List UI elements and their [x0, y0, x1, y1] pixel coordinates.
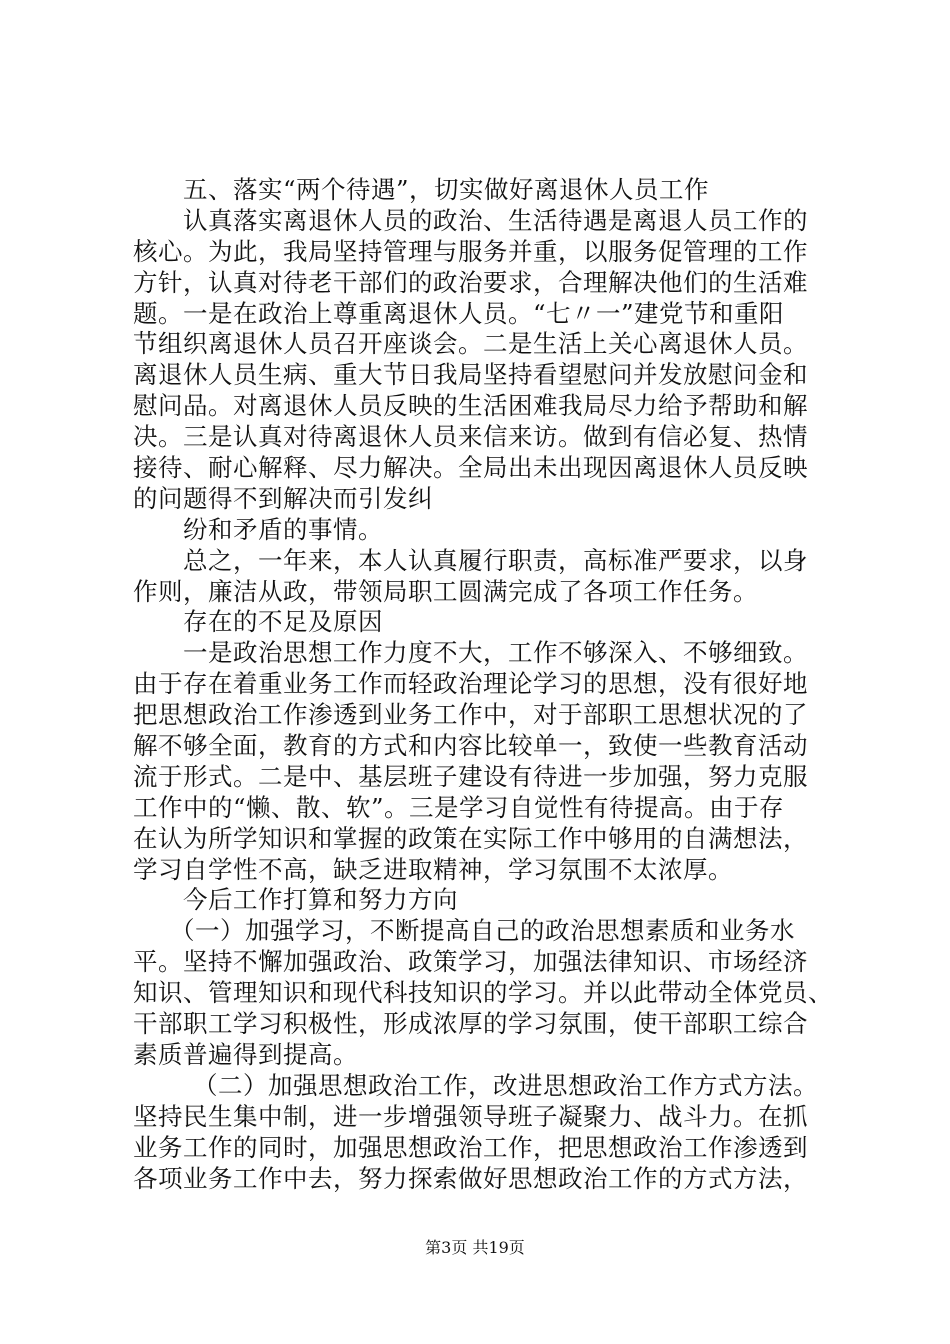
paragraph-line: 由于存在着重业务工作而轻政治理论学习的思想，没有很好地: [133, 669, 808, 699]
paragraph-line: 把思想政治工作渗透到业务工作中，对于部职工思想状况的了: [133, 700, 808, 730]
paragraph-line: 在认为所学知识和掌握的政策在实际工作中够用的自满想法，: [133, 823, 808, 853]
paragraph-line: 一是政治思想工作力度不大，工作不够深入、不够细致。: [183, 638, 808, 668]
paragraph-line: 学习自学性不高，缺乏进取精神，学习氛围不太浓厚。: [133, 854, 733, 884]
paragraph-line: 解不够全面，教育的方式和内容比较单一，致使一些教育活动: [133, 731, 808, 761]
paragraph-line: 方针，认真对待老干部们的政治要求，合理解决他们的生活难: [133, 267, 808, 297]
paragraph-line: 各项业务工作中去，努力探索做好思想政治工作的方式方法，: [133, 1163, 808, 1193]
paragraph-line: 素质普遍得到提高。: [133, 1039, 358, 1069]
section-heading: 存在的不足及原因: [183, 607, 383, 637]
paragraph-line: 的问题得不到解决而引发纠: [133, 483, 433, 513]
paragraph-line: 题。一是在政治上尊重离退休人员。“七〃一”建党节和重阳: [133, 298, 785, 328]
paragraph-line: 节组织离退休人员召开座谈会。二是生活上关心离退休人员。: [133, 329, 808, 359]
page-footer: [0, 1238, 950, 1258]
paragraph-line: 纷和矛盾的事情。: [183, 514, 383, 544]
paragraph-line: 流于形式。二是中、基层班子建设有待进一步加强，努力克服: [133, 761, 808, 791]
paragraph-line: 平。坚持不懈加强政治、政策学习，加强法律知识、市场经济: [133, 947, 808, 977]
document-body: [133, 175, 833, 1194]
paragraph-line: 慰问品。对离退休人员反映的生活困难我局尽力给予帮助和解: [133, 391, 808, 421]
paragraph-line: 总之，一年来，本人认真履行职责，高标准严要求，以身: [183, 545, 808, 575]
paragraph-line: 决。三是认真对待离退休人员来信来访。做到有信必复、热情: [133, 422, 808, 452]
page-number-label: 第3页 共19页: [425, 1238, 525, 1257]
paragraph-line: 核心。为此，我局坚持管理与服务并重，以服务促管理的工作: [133, 236, 808, 266]
section-heading: 今后工作打算和努力方向: [183, 885, 458, 915]
paragraph-line: 工作中的“懒、散、软”。三是学习自觉性有待提高。由于存: [133, 792, 785, 822]
paragraph-line: 业务工作的同时，加强思想政治工作，把思想政治工作渗透到: [133, 1132, 808, 1162]
paragraph-line: （一）加强学习，不断提高自己的政治思想素质和业务水: [170, 916, 795, 946]
paragraph-line: 认真落实离退休人员的政治、生活待遇是离退人员工作的: [183, 205, 808, 235]
paragraph-line: 干部职工学习积极性，形成浓厚的学习氛围，使干部职工综合: [133, 1009, 808, 1039]
paragraph-line: 离退休人员生病、重大节日我局坚持看望慰问并发放慰问金和: [133, 360, 808, 390]
paragraph-line: （二）加强思想政治工作，改进思想政治工作方式方法。: [193, 1070, 818, 1100]
paragraph-line: 接待、耐心解释、尽力解决。全局出未出现因离退休人员反映: [133, 453, 808, 483]
paragraph-line: 坚持民生集中制，进一步增强领导班子凝聚力、战斗力。在抓: [133, 1101, 808, 1131]
section-heading: 五、落实“两个待遇”，切实做好离退休人员工作: [183, 175, 710, 204]
paragraph-line: 作则，廉洁从政，带领局职工圆满完成了各项工作任务。: [133, 576, 758, 606]
paragraph-line: 知识、管理知识和现代科技知识的学习。并以此带动全体党员、: [133, 978, 833, 1008]
